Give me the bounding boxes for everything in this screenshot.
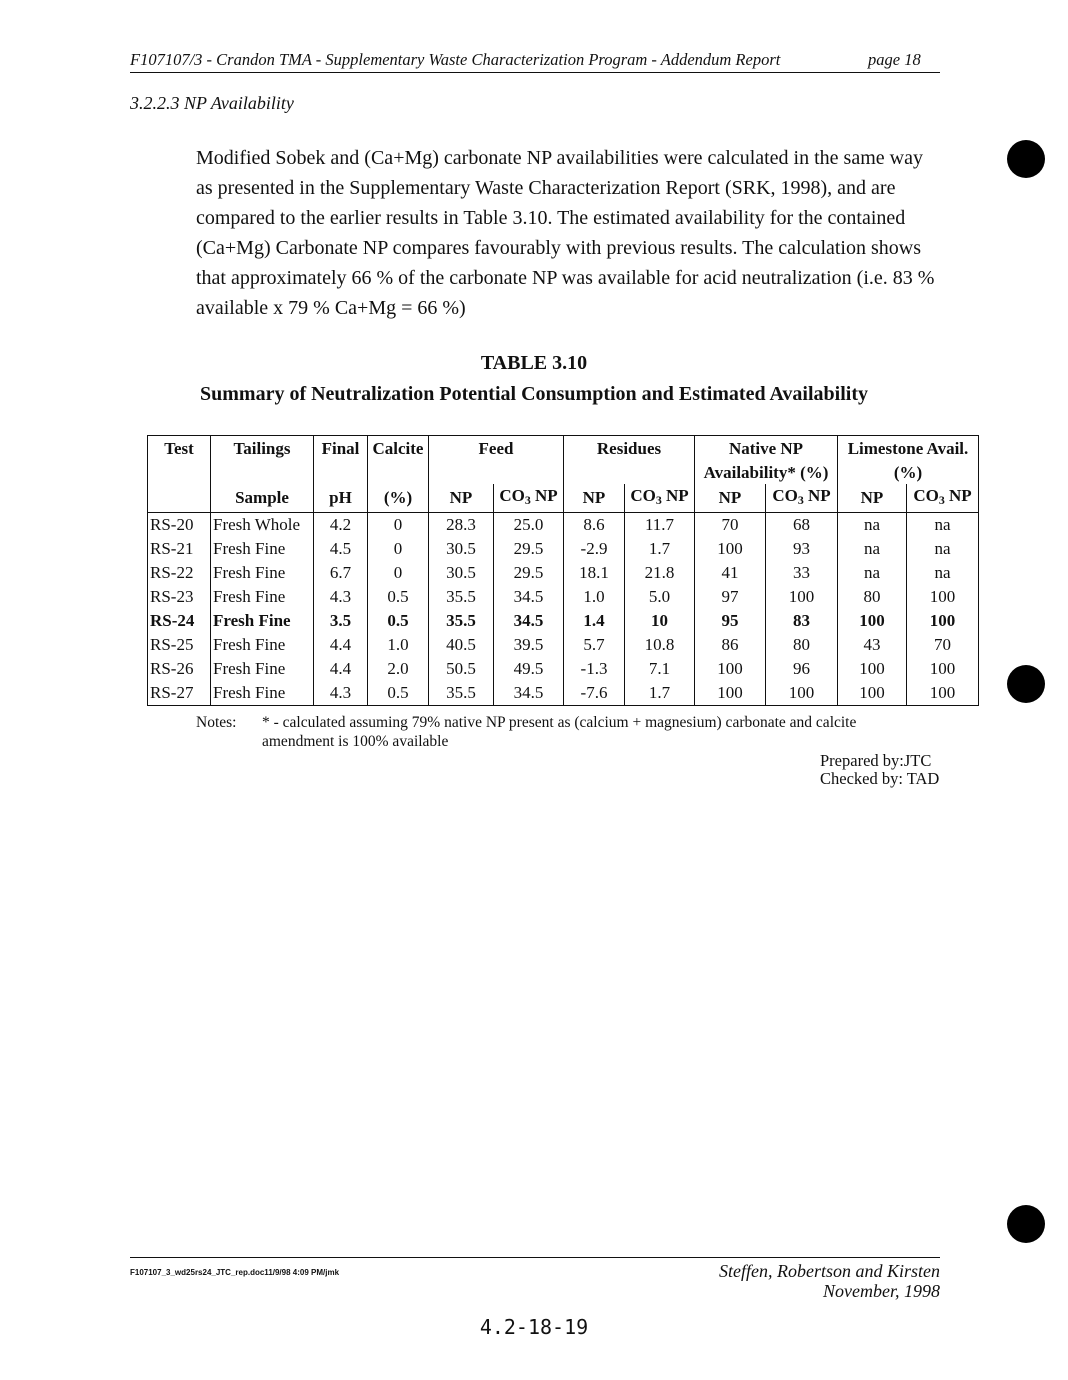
table-cell: 1.0 [368,633,429,657]
table-header-row [148,436,979,461]
table-cell: 43 [838,633,907,657]
table-cell: 100 [838,657,907,681]
header-limestone-unit: (%) [838,460,979,484]
header-blank [314,460,368,484]
table-cell: na [907,561,979,585]
page-code: 4.2-18-19 [479,1315,589,1339]
table-cell: 100 [907,609,979,633]
table-title: TABLE 3.10 [480,352,588,374]
table-cell: 34.5 [494,681,564,706]
table-cell: 100 [695,681,766,706]
table-cell: 33 [766,561,838,585]
table-cell: 1.7 [625,537,695,561]
header-blank [148,484,211,512]
table-cell: 28.3 [429,512,494,537]
header-residues: Residues [564,436,695,461]
table-cell: 8.6 [564,512,625,537]
table-cell: 100 [766,585,838,609]
table-row [148,681,979,706]
table-cell: na [838,512,907,537]
table-cell: 80 [766,633,838,657]
header-limestone: Limestone Avail. [838,436,979,461]
table-row [148,609,979,633]
table-cell: Fresh Fine [211,537,314,561]
table-cell: Fresh Fine [211,657,314,681]
table-cell: 100 [695,657,766,681]
header-blank [429,460,564,484]
table-cell: 70 [695,512,766,537]
header-sample: Sample [211,484,314,512]
table-cell: 0 [368,537,429,561]
table-cell: 29.5 [494,537,564,561]
table-cell: RS-27 [148,681,211,706]
page-number: page 18 [868,50,921,69]
table-cell: Fresh Fine [211,561,314,585]
table-cell: 21.8 [625,561,695,585]
table-cell: 0.5 [368,585,429,609]
footer-file-path: F107107_3_wd25rs24_JTC_rep.doc11/9/98 4:09 PM/jmk [130,1268,340,1277]
table-cell: Fresh Fine [211,609,314,633]
table-cell: 83 [766,609,838,633]
section-heading: 3.2.2.3 NP Availability [130,93,294,113]
table-cell: Fresh Whole [211,512,314,537]
np-availability-table [147,435,979,706]
header-co3-np: $CO_3$ NP [625,484,695,512]
table-cell: 35.5 [429,609,494,633]
header-native-availability: Availability* (%) [695,460,838,484]
table-cell: 97 [695,585,766,609]
table-subtitle: Summary of Neutralization Potential Consumption and Estimated Availability [200,383,868,405]
table-cell: Fresh Fine [211,585,314,609]
table-header-row [148,484,979,512]
table-cell: 100 [907,657,979,681]
table-cell: RS-21 [148,537,211,561]
footer-date: November, 1998 [823,1281,940,1301]
table-cell: 96 [766,657,838,681]
table-cell: 50.5 [429,657,494,681]
table-row [148,512,979,537]
table-cell: 0 [368,512,429,537]
table-cell: 29.5 [494,561,564,585]
punch-hole [1007,1205,1045,1243]
table-cell: -1.3 [564,657,625,681]
header-co3-np: $CO_3$ NP [907,484,979,512]
table-cell: 4.4 [314,633,368,657]
notes-text: * - calculated assuming 79% native NP present as (calcium + magnesium) carbonate and calcite [262,714,857,731]
table-cell: 1.7 [625,681,695,706]
table-cell: 35.5 [429,681,494,706]
header-native-np: Native NP [695,436,838,461]
header-blank [368,460,429,484]
header-np: NP [429,484,494,512]
notes-label: Notes: [196,714,237,731]
table-cell: 35.5 [429,585,494,609]
header-blank [148,460,211,484]
table-cell: RS-20 [148,512,211,537]
table-cell: -2.9 [564,537,625,561]
header-tailings: Tailings [211,436,314,461]
header-np: NP [564,484,625,512]
table-cell: 49.5 [494,657,564,681]
table-cell: 30.5 [429,537,494,561]
table-cell: 34.5 [494,585,564,609]
header-blank [211,460,314,484]
table-cell: RS-22 [148,561,211,585]
table-cell: 1.0 [564,585,625,609]
table-cell: 4.3 [314,681,368,706]
table-cell: Fresh Fine [211,681,314,706]
header-final: Final [314,436,368,461]
table-cell: 7.1 [625,657,695,681]
header-calcite-unit: (%) [368,484,429,512]
header-blank [564,460,695,484]
header-co3-np: $CO_3$ NP [766,484,838,512]
table-cell: RS-24 [148,609,211,633]
table-cell: 4.5 [314,537,368,561]
table-cell: 100 [838,681,907,706]
header-feed: Feed [429,436,564,461]
header-ph: pH [314,484,368,512]
table-cell: 100 [907,681,979,706]
checked-by: Checked by: TAD [820,769,940,788]
prepared-by: Prepared by:JTC [820,751,932,770]
table-cell: 1.4 [564,609,625,633]
table-cell: 30.5 [429,561,494,585]
table-cell: 93 [766,537,838,561]
table-cell: 10.8 [625,633,695,657]
table-cell: 80 [838,585,907,609]
table-cell: 10 [625,609,695,633]
header-np: NP [838,484,907,512]
table-header-row [148,460,979,484]
table-body [148,512,979,705]
table-cell: 3.5 [314,609,368,633]
footer-company: Steffen, Robertson and Kirsten [719,1261,940,1281]
table-cell: 70 [907,633,979,657]
table-row [148,633,979,657]
table-cell: 4.2 [314,512,368,537]
table-cell: RS-26 [148,657,211,681]
header-title: F107107/3 - Crandon TMA - Supplementary Waste Characterization Program - Addendum Report [130,50,781,69]
footer-divider [130,1257,940,1258]
table-cell: RS-25 [148,633,211,657]
table-cell: 25.0 [494,512,564,537]
table-cell: na [907,537,979,561]
table-cell: 2.0 [368,657,429,681]
table-cell: 86 [695,633,766,657]
table-cell: 11.7 [625,512,695,537]
table-cell: na [838,537,907,561]
table-cell: 0 [368,561,429,585]
table-cell: 68 [766,512,838,537]
table-cell: 0.5 [368,609,429,633]
table-cell: 0.5 [368,681,429,706]
table-row [148,657,979,681]
table-cell: 41 [695,561,766,585]
table-cell: 6.7 [314,561,368,585]
punch-hole [1007,665,1045,703]
table-cell: 39.5 [494,633,564,657]
table-cell: 95 [695,609,766,633]
table-cell: 40.5 [429,633,494,657]
table-cell: 100 [695,537,766,561]
table-cell: na [838,561,907,585]
table-cell: 100 [907,585,979,609]
header-divider [130,72,940,73]
table-cell: 18.1 [564,561,625,585]
body-paragraph: Modified Sobek and (Ca+Mg) carbonate NP availabilities were calculated in the same way as presented in the Supplementary Waste Characterization Report (SRK, 1998), and are compared to the earlier results in Table 3.10. The estimated availability for the contained (Ca+Mg) Carbonate NP compares favourably with previous results. The calculation shows that approximately 66 % of the carbonate NP was available for acid neutralization (i.e. 83 % available x 79 % Ca+Mg = 66 %) [196,147,935,319]
header-co3-np: $CO_3$ NP [494,484,564,512]
table-cell: Fresh Fine [211,633,314,657]
header-calcite: Calcite [368,436,429,461]
table-cell: 34.5 [494,609,564,633]
punch-hole [1007,140,1045,178]
header-test: Test [148,436,211,461]
table-cell: 100 [766,681,838,706]
table-cell: 4.4 [314,657,368,681]
table-cell: 5.0 [625,585,695,609]
table-cell: na [907,512,979,537]
notes-text: amendment is 100% available [262,733,449,750]
table-cell: 4.3 [314,585,368,609]
table-row [148,585,979,609]
table-cell: 5.7 [564,633,625,657]
table-cell: 100 [838,609,907,633]
table-row [148,561,979,585]
table-cell: RS-23 [148,585,211,609]
header-np: NP [695,484,766,512]
table-row [148,537,979,561]
table-cell: -7.6 [564,681,625,706]
